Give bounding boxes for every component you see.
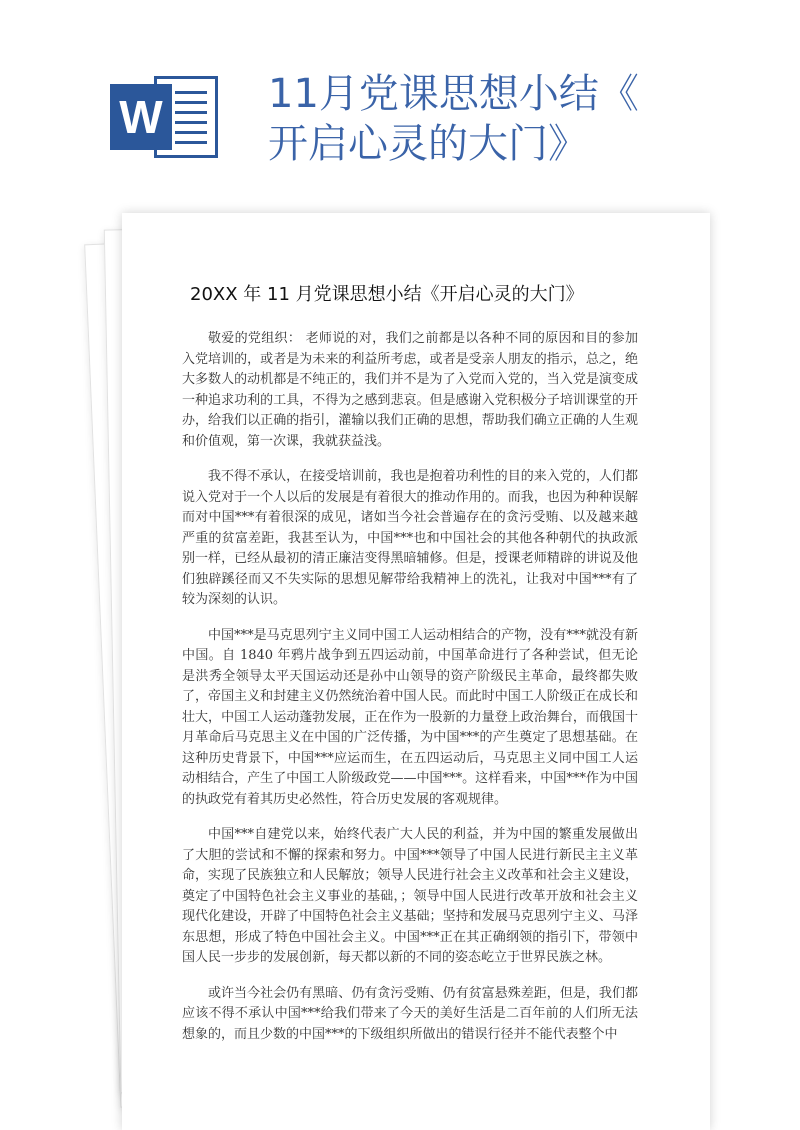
document-page	[122, 213, 710, 1130]
banner-title-line-1: 11月党课思想小结《	[268, 71, 639, 117]
document-title: 20XX 年 11 月党课思想小结《开启心灵的大门》	[190, 284, 584, 305]
banner-title-line-2: 开启心灵的大门》	[268, 121, 588, 167]
paragraph: 敬爱的党组织： 老师说的对，我们之前都是以各种不同的原因和目的参加入党培训的，或者是为未来的利益所考虑，或者是受亲人朋友的指示，总之，绝大多数人的动机都是不纯正的，我们并不是为了入党而入党的，当入党是演变成一种追求功利的工具，不得为之感到悲哀。但是感谢入党积极分子培训课堂的开办，给我们以正确的指引，灌输以我们正确的思想，帮助我们确立正确的人生观和价值观，第一次课，我就获益浅。	[182, 331, 638, 449]
word-logo-letter: W	[110, 84, 172, 150]
paragraph: 或许当今社会仍有黑暗、仍有贪污受贿、仍有贫富悬殊差距，但是，我们都应该不得不承认中国***给我们带来了今天的美好生活是二百年前的人们所无法想象的，而且少数的中国***的下级组织所做出的错误行径并不能代表整个中	[182, 985, 638, 1042]
word-document-icon	[110, 72, 222, 162]
paragraph: 中国***自建党以来，始终代表广大人民的利益，并为中国的繁重发展做出了大胆的尝试和不懈的探索和努力。中国***领导了中国人民进行新民主主义革命，实现了民族独立和人民解放；领导人民进行社会主义改革和社会主义建设，奠定了中国特色社会主义事业的基础，；领导中国人民进行改革开放和社会主义现代化建设，开辟了中国特色社会主义基础；坚持和发展马克思列宁主义、马泽东思想，形成了特色中国社会主义。中国***正在其正确纲领的指引下，带领中国人民一步步的发展创新，每天都以新的不同的姿态屹立于世界民族之林。	[182, 827, 638, 965]
document-body	[182, 329, 638, 1060]
header	[0, 0, 800, 205]
paragraph: 我不得不承认，在接受培训前，我也是抱着功利性的目的来入党的，人们都说入党对于一个人以后的发展是有着很大的推动作用的。而我，也因为种种误解而对中国***有着很深的成见，诸如当今社会普遍存在的贪污受贿、以及越来越严重的贫富差距，我甚至认为，中国***也和中国社会的其他各种朝代的执政派别一样，已经从最初的清正廉洁变得黑暗辅修。但是，授课老师精辟的讲说及他们独辟蹊径而又不失实际的思想见解带给我精神上的洗礼，让我对中国***有了较为深刻的认识。	[182, 469, 638, 607]
paragraph: 中国***是马克思列宁主义同中国工人运动相结合的产物，没有***就没有新中国。自 1840 年鸦片战争到五四运动前，中国革命进行了各种尝试，但无论是洪秀全领导太平天国运动还是孙中山领导的资产阶级民主革命，最终都失败了，帝国主义和封建主义仍然统治着中国人民。而此时中国工人阶级正在成长和壮大，中国工人运动蓬勃发展，正在作为一股新的力量登上政治舞台，而俄国十月革命后马克思主义在中国的广泛传播，为中国***的产生奠定了思想基础。在这种历史背景下，中国***应运而生，在五四运动后，马克思主义同中国工人运动相结合，产生了中国工人阶级政党——中国***。这样看来，中国***作为中国的执政党有着其历史必然性，符合历史发展的客观规律。	[182, 627, 638, 807]
